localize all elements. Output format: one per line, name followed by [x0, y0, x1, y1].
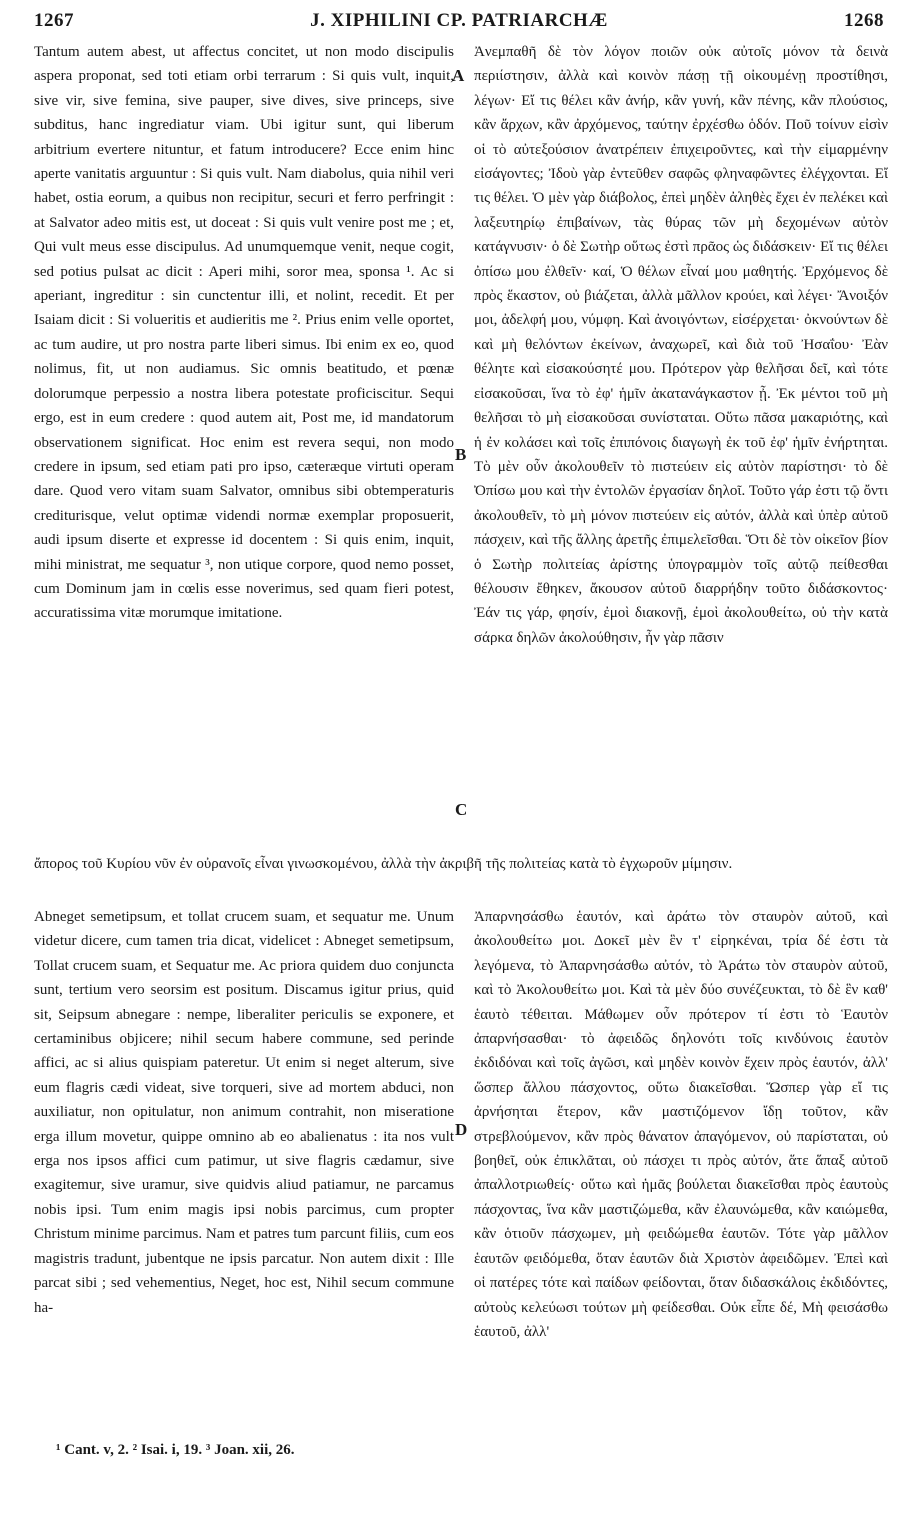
greek-spanning-line: ἄπορος τοῦ Κυρίου νῦν ἐν οὐρανοῖς εἶναι γινωσκομένου, ἀλλὰ τὴν ἀκριβῆ τῆς πολιτείας κατὰ τὸ ἐγχωροῦν μίμησιν.	[34, 856, 733, 872]
margin-marker-c: C	[455, 800, 468, 819]
latin-column-upper	[34, 40, 454, 626]
greek-text-lower: Ἀπαρνησάσθω ἑαυτόν, καὶ ἀράτω τὸν σταυρὸν αὐτοῦ, καὶ ἀκολουθείτω μοι. Δοκεῖ μὲν ἓν τ' εἰρηκέναι, τρία δέ ἐστι τὰ λεγόμενα, τὸ Ἀπαρνησάσθω αὐτόν, τὸ Ἀράτω τὸν σταυρὸν αὐτοῦ, καὶ τὸ Ἀκολουθείτω μοι. Καὶ τὰ μὲν δύο συνέζευκται, τὸ δὲ ἓν καθ' ἑαυτὸ τέθειται. Μάθωμεν οὖν πρότερον τί ἐστι τὸ Ἑαυτὸν ἀπαρνήσασθαι· τὸ ἀφειδῶς δηλονότι τοῖς κινδύνοις ἑαυτὸν ἐκδιδόναι καὶ τοῖς ἀγῶσι, καὶ μηδὲν κοινὸν ἔχειν πρὸς ἑαυτόν, ἀλλ' ὥσπερ ἄλλου πάσχοντος, οὕτω διακεῖσθαι. Ὥσπερ γὰρ εἴ τις ἀρνήσηται ἕτερον, κἂν μαστιζόμενον ἴδῃ τοῦτον, κἂν στρεβλούμενον, κἂν πρὸς θάνατον ἀπαγόμενον, οὐ παρίσταται, οὐ βοηθεῖ, οὐκ ἐπικλᾶται, οὐ πάσχει τι πρὸς αὐτόν, ἅτε ἅπαξ αὐτοῦ ἀπαλλοτριωθείς· οὕτω καὶ ἡμᾶς βούλεται διακεῖσθαι πρὸς ἑαυτοὺς πάσχοντας, ἵνα κἂν μαστιζώμεθα, κἂν ἐλαυνώμεθα, κἂν καιώμεθα, κἂν ὁτιοῦν πάσχωμεν, μὴ φειδώμεθα ἑαυτῶν. Τότε γὰρ μᾶλλον ἑαυτῶν φειδόμεθα, ὅταν ἑαυτῶν διὰ Χριστὸν ἀφειδῶμεν. Ἐπεὶ καὶ οἱ πατέρες τότε καὶ παίδων φείδονται, ὅταν διδασκάλοις ἐκδιδόντες, αὐτοὺς κελεύωσι τούτων μὴ φείδεσθαι. Οὐκ εἶπε δέ, Μὴ φεισάσθω ἑαυτοῦ, ἀλλ'	[474, 909, 888, 1340]
latin-column-lower	[34, 905, 454, 1320]
page-header	[34, 10, 884, 40]
margin-marker-b: B	[455, 445, 467, 464]
greek-text-upper: Ἀνεμπαθῆ δὲ τὸν λόγον ποιῶν οὐκ αὐτοῖς μόνον τὰ δεινὰ περιίστησιν, ἀλλὰ καὶ κοινὸν πάσῃ τῇ οἰκουμένῃ προστίθησι, λέγων· Εἴ τις θέλει κἂν ἀνήρ, κἂν γυνή, κἂν πένης, κἂν πλούσιος, κἂν ἄρχων, κἂν ἀρχόμενος, ταύτην ἐρχέσθω ὁδόν. Ποῦ τοίνυν εἰσὶν οἱ τὸ αὐτεξούσιον ἀνατρέπειν ἐπιχειροῦντες, καὶ τὴν εἱμαρμένην εἰσάγοντες; Ἰδοὺ γὰρ ἐντεῦθεν σαφῶς φληναφῶντες ἐλέγχονται. Εἴ τις θέλει. Ὁ μὲν γὰρ διάβολος, ἐπεὶ μηδὲν ἀληθὲς ἔχει ἐν πελέκει καὶ λαξευτηρίῳ ἐπιβαίνων, τὰς θύρας τῶν μὴ δεχομένων αὐτὸν κατάγνυσιν· ὁ δὲ Σωτὴρ οὕτως ἐστὶ πρᾶος ὡς διδάσκειν· Εἴ τις θέλει ὀπίσω μου ἐλθεῖν· καί, Ὁ θέλων εἶναί μου μαθητής. Ἐρχόμενος δὲ πρὸς ἕκαστον, οὐ βιάζεται, ἀλλὰ μᾶλλον κρούει, καὶ λέγει· Ἄνοιξόν μοι, ἀδελφή μου, νύμφη. Καὶ ἀνοιγόντων, εἰσέρχεται· ὀκνούντων δὲ καὶ μὴ θελόντων ἐκείνων, ἀναχωρεῖ, καὶ διὰ τοῦ Ἠσαΐου· Ἐὰν θέλητε καὶ εἰσακούσητέ μου. Πρότερον γὰρ θελῆσαι δεῖ, καὶ τότε εἰσακοῦσαι, ἵνα τὸ ἐφ' ἡμῖν ἀκατανάγκαστον ᾖ. Ἐκ μέντοι τοῦ μὴ θελῆσαι τὸ μὴ εἰσακοῦσαι συνίσταται. Οὕτω πᾶσα μακαριότης, καὶ ἡ ἐν κολάσει καὶ τοῖς ἐπιπόνοις διαγωγὴ ἐκ τοῦ ἐφ' ἡμῖν ἐνήρτηται. Τὸ μὲν οὖν ἀκολουθεῖν τὸ πιστεύειν εἰς αὐτὸν παρίστησι· τὸ δὲ Ὀπίσω μου καὶ τὴν ἐντολῶν ἐργασίαν δηλοῖ. Τοῦτο γάρ ἐστι τῷ ὄντι ἀκολουθεῖν, τὸ μὴ μόνον πιστεύειν εἰς αὐτόν, ἀλλὰ καὶ ὑπὲρ αὐτοῦ πάσχειν, καὶ τῆς ἄλλης ἀρετῆς ἐπιμελεῖσθαι. Ὅτι δὲ τὸν οἰκεῖον βίον ὁ Σωτὴρ πολιτείας ἀρίστης ὑπογραμμὸν τοῖς αὐτῷ πείθεσθαι θέλουσιν ἔθηκεν, ἄκουσον αὐτοῦ διαρρήδην τοῦτο διδάσκοντος· Ἐάν τις γάρ, φησίν, ἐμοὶ διακονῇ, ἐμοὶ ἀκολουθείτω, οὐ τὴν κατὰ σάρκα δηλῶν ἀκολούθησιν, ἦν γὰρ πᾶσιν	[474, 44, 888, 646]
latin-text-lower: Abneget semetipsum, et tollat crucem suam, et sequatur me. Unum videtur dicere, cum tamen tria dicat, videlicet : Abneget semetipsum, Tollat crucem suam, et Sequatur me. Ac priora quidem duo conjuncta sunt, tertium vero seorsim est positum. Discamus igitur prius, quid sit, Seipsum abnegare : nempe, liberaliter periculis se exponere, et certaminibus objicere; nihil secum habere commune, sed perinde affici, ac si alius quispiam pateretur. Ut enim si neget alterum, sive eum flagris cædi videat, sive torqueri, sive ad mortem abduci, non auxiliatur, non opitulatur, non animum contrahit, non miseratione erga illum movetur, quippe omnino ab eo abalienatus : ita nos vult erga nos ipsos affici cum patimur, ut sive flagris cædamur, sive exagitemur, sive uramur, sive quidvis aliud patiamur, ne parcamus nobis ipsi. Tum enim magis ipsi nobis parcimus, cum propter Christum minime parcimus. Nam et patres tum parcunt filiis, cum eos magistris tradunt, jubentque ne ipsis parcatur. Non autem dixit : Ille parcat sibi ; sed vehementius, Neget, hoc est, Nihil secum commune ha-	[34, 909, 454, 1316]
greek-column-lower	[474, 905, 888, 1344]
greek-column-upper	[474, 40, 888, 650]
margin-marker-a: A	[452, 66, 465, 85]
latin-text-upper: Tantum autem abest, ut affectus concitet, ut non modo discipulis aspera proponat, sed toti etiam orbi terrarum : Si quis vult, inquit, sive vir, sive femina, sive pauper, sive dives, sive princeps, sive subditus, hanc ingrediatur viam. Ubi igitur sunt, qui liberum arbitrium evertere nituntur, et fatum introducere? Ecce enim hinc aperte vanitatis arguuntur : Si quis vult. Nam diabolus, quia nihil veri habet, ostia eorum, a quibus non recipitur, securi et ferro perfringit : at Salvator adeo mitis est, ut doceat : Si quis vult venire post me ; et, Qui vult meus esse discipulus. Ad unumquemque venit, neque cogit, sed potius pulsat ac dicit : Aperi mihi, soror mea, sponsa ¹. Ac si aperiant, ingreditur : sin cunctentur illi, et nolint, recedit. Et per Isaiam dicit : Si volueritis et audieritis me ². Prius enim velle oportet, ac tum audire, ut pro nostra parte liberi simus. Ibi enim ex eo, quod nolimus, fit, ut non audiamus. Sic omnis beatitudo, et pœnæ dolorumque perpessio a nostra libera potestate proficiscitur. Sequi ergo, est in eum credere : quod autem ait, Post me, id mandatorum observationem significat. Hoc enim est revera sequi, non modo credere in ipsum, sed etiam pati pro ipso, cæteræque virtuti operam dare. Quod vero vitam suam Salvator, omnibus sibi obtemperaturis crediturisque, velut optimæ videndi normæ exemplar proposuerit, audi ipsum diserte et expresse id docentem : Si quis enim, inquit, mihi ministrat, me sequatur ³, non utique corpore, quod nemo posset, cum Dominum jam in cœlis esse noverimus, sed quam fieri potest, accuratissima vitæ morumque imitatione.	[34, 44, 454, 622]
running-title: J. XIPHILINI CP. PATRIARCHÆ	[310, 10, 608, 31]
page-number-right: 1268	[844, 10, 884, 31]
footnotes: ¹ Cant. v, 2. ² Isai. i, 19. ³ Joan. xii, 26.	[56, 1442, 295, 1458]
page-number-left: 1267	[34, 10, 74, 31]
margin-marker-d: D	[455, 1120, 468, 1139]
